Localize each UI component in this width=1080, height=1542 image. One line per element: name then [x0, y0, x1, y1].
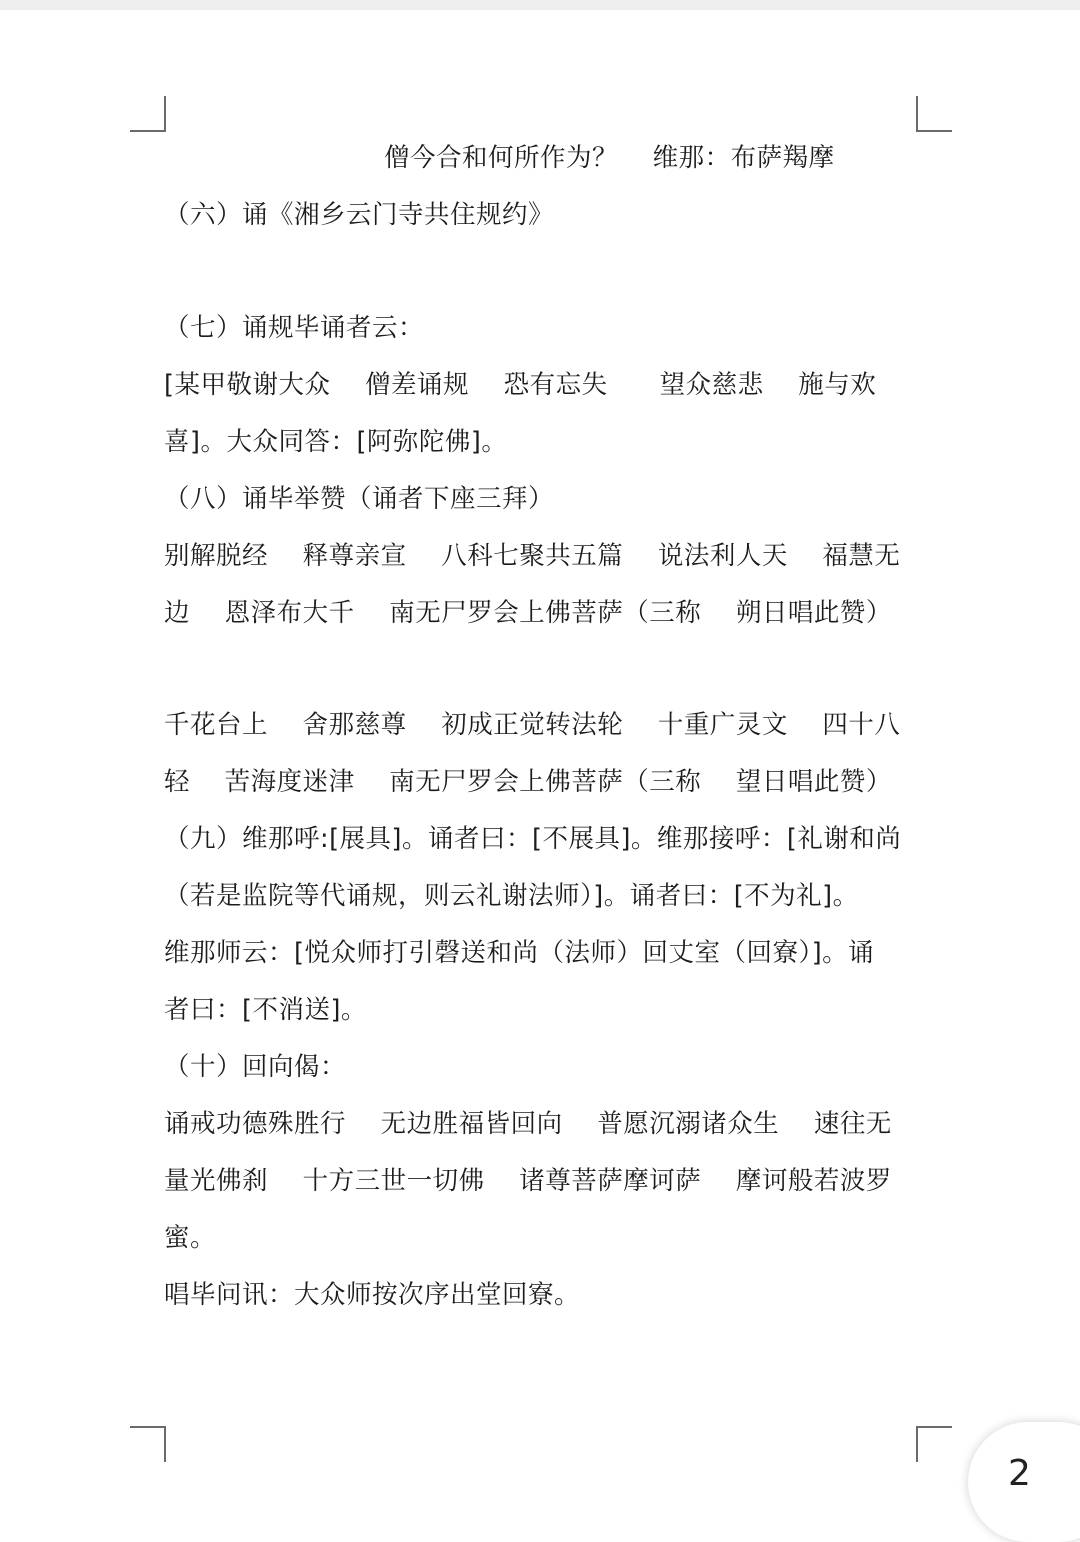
text-line: （若是监院等代诵规，则云礼谢法师）]。诵者曰：[不为礼]。 — [164, 881, 859, 911]
text-line: 量光佛刹 十方三世一切佛 诸尊菩萨摩诃萨 摩诃般若波罗 — [164, 1166, 892, 1196]
section-heading: （七）诵规毕诵者云： — [164, 313, 425, 343]
section-heading: （十）回向偈： — [164, 1052, 347, 1082]
text-line: 蜜。 — [164, 1223, 217, 1253]
text-line: 边 恩泽布大千 南无尸罗会上佛菩萨（三称 朔日唱此赞） — [164, 598, 892, 628]
text-line: 维那师云：[悦众师打引磬送和尚（法师）回丈室（回寮）]。诵 — [164, 938, 875, 968]
text-line: 轻 苦海度迷津 南无尸罗会上佛菩萨（三称 望日唱此赞） — [164, 767, 892, 797]
crop-mark-top-left — [130, 96, 166, 132]
text-line: 僧今合和何所作为？ 维那：布萨羯摩 — [384, 143, 835, 173]
text-line: 诵戒功德殊胜行 无边胜福皆回向 普愿沉溺诸众生 速往无 — [164, 1109, 892, 1139]
text-line: 别解脱经 释尊亲宣 八科七聚共五篇 说法利人天 福慧无 — [164, 541, 901, 571]
text-line: 喜]。大众同答：[阿弥陀佛]。 — [164, 427, 508, 457]
section-heading: （九）维那呼:[展具]。诵者曰：[不展具]。维那接呼：[礼谢和尚 — [164, 824, 902, 854]
text-line: 者曰：[不消送]。 — [164, 995, 367, 1025]
section-heading: （八）诵毕举赞（诵者下座三拜） — [164, 484, 555, 514]
top-edge — [0, 0, 1080, 10]
text-line: 千花台上 舍那慈尊 初成正觉转法轮 十重广灵文 四十八 — [164, 710, 901, 740]
text-line: 唱毕问讯：大众师按次序出堂回寮。 — [164, 1280, 581, 1310]
section-heading: （六）诵《湘乡云门寺共住规约》 — [164, 200, 555, 230]
crop-mark-bottom-left — [130, 1426, 166, 1462]
text-line: [某甲敬谢大众 僧差诵规 恐有忘失 望众慈悲 施与欢 — [164, 370, 877, 400]
crop-mark-top-right — [916, 96, 952, 132]
crop-mark-bottom-right — [916, 1426, 952, 1462]
page-number: 2 — [1008, 1453, 1031, 1494]
